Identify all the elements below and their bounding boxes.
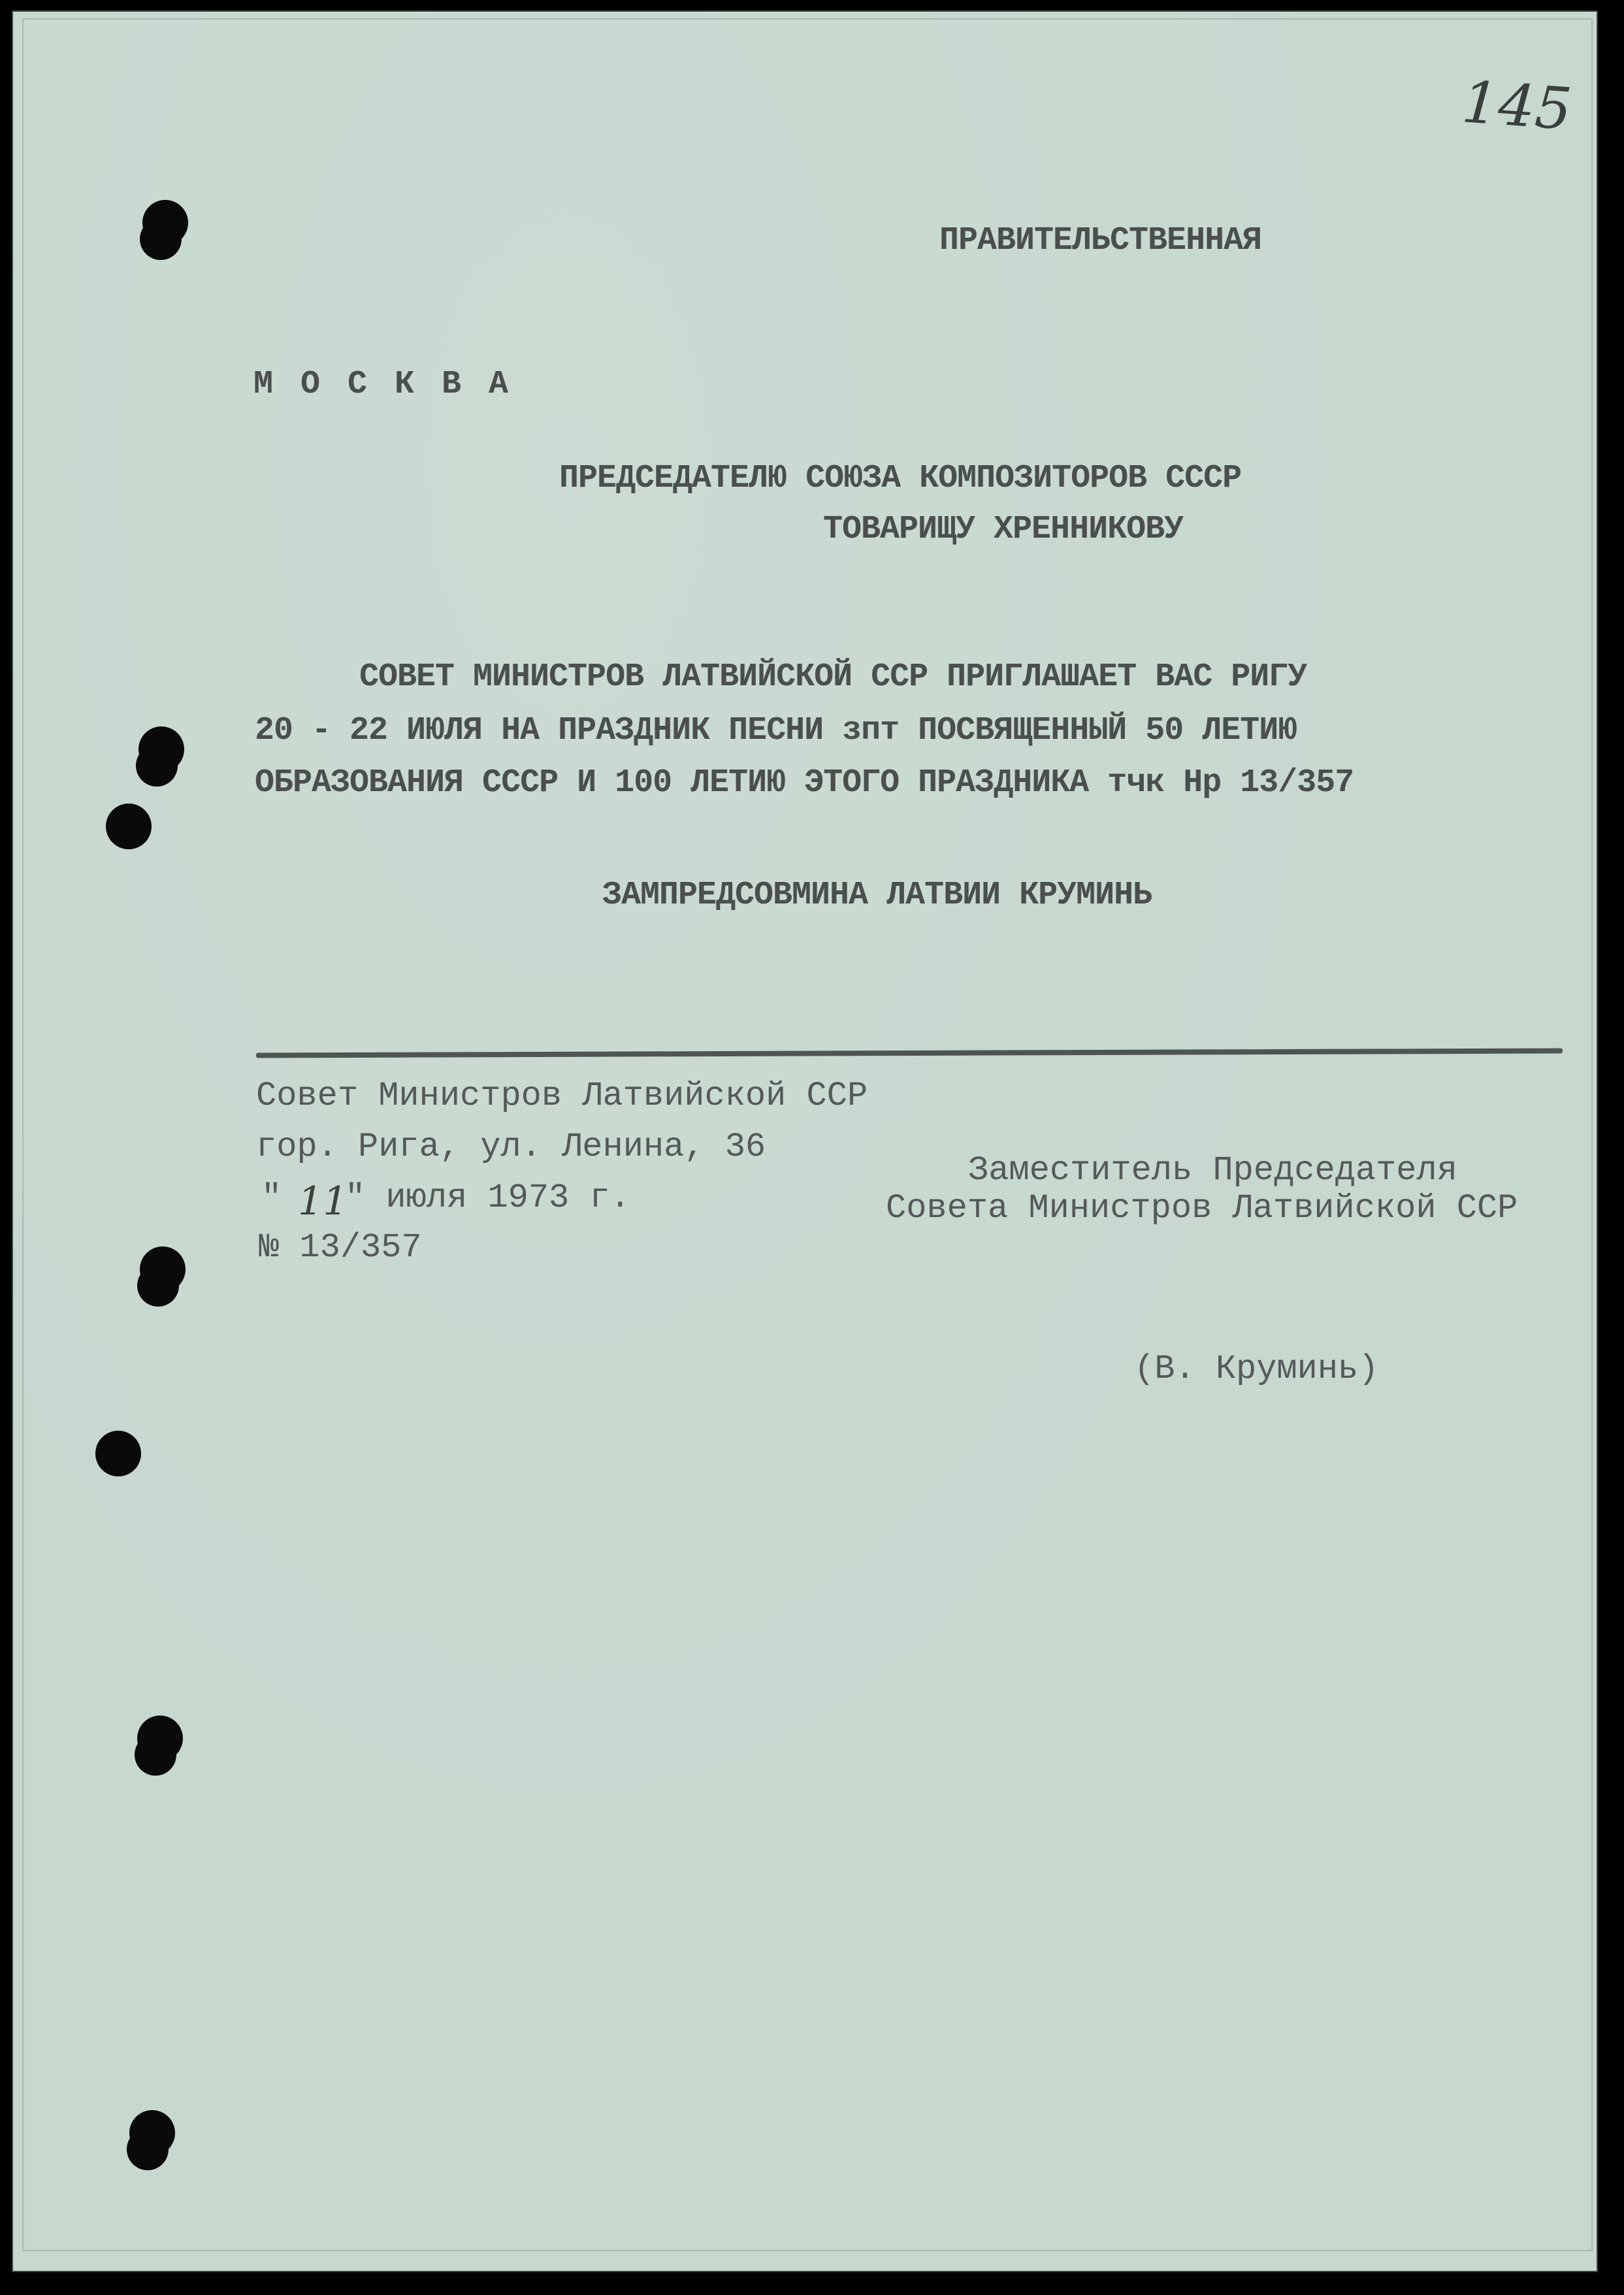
handwritten-sheet-number: 145	[1459, 68, 1574, 143]
telegram-body-line-2: 20 - 22 ИЮЛЯ НА ПРАЗДНИК ПЕСНИ зпт ПОСВЯЩЕННЫЙ 50 ЛЕТИЮ	[255, 712, 1297, 749]
handwritten-day: 11	[298, 1179, 348, 1224]
telegram-body-line-3: ОБРАЗОВАНИЯ СССР И 100 ЛЕТИЮ ЭТОГО ПРАЗДНИКА тчк Нр 13/357	[255, 764, 1354, 802]
addressee-line-1: ПРЕДСЕДАТЕЛЮ СОЮЗА КОМПОЗИТОРОВ СССР	[559, 460, 1242, 497]
punch-hole	[140, 1246, 186, 1292]
destination-city: М О С К В А	[253, 366, 513, 403]
punch-hole	[142, 200, 188, 246]
sender-address: гор. Рига, ул. Ленина, 36	[256, 1128, 766, 1166]
reference-number: № 13/357	[259, 1228, 422, 1267]
punch-hole	[137, 1716, 183, 1761]
document-page	[12, 10, 1598, 2272]
classification-stamp: ПРАВИТЕЛЬСТВЕННАЯ	[939, 222, 1262, 259]
signatory-name: (В. Круминь)	[1134, 1350, 1379, 1388]
sender-organization: Совет Министров Латвийской ССР	[256, 1077, 868, 1115]
separator-line	[256, 1049, 1563, 1058]
punch-hole	[129, 2110, 175, 2156]
addressee-line-2: ТОВАРИЩУ ХРЕННИКОВУ	[823, 511, 1184, 548]
signatory-title-line-2: Совета Министров Латвийской ССР	[886, 1189, 1518, 1228]
telegram-signature: ЗАМПРЕДСОВМИНА ЛАТВИИ КРУМИНЬ	[602, 877, 1152, 914]
telegram-body-line-1: СОВЕТ МИНИСТРОВ ЛАТВИЙСКОЙ ССР ПРИГЛАШАЕТ ВАС РИГУ	[359, 659, 1307, 696]
punch-hole	[138, 726, 184, 772]
punch-hole	[95, 1431, 141, 1476]
date-open-quote: "	[261, 1179, 282, 1217]
punch-hole	[106, 804, 152, 849]
signatory-title-line-1: Заместитель Председателя	[968, 1151, 1457, 1190]
date-month-year: " июля 1973 г.	[345, 1179, 630, 1217]
